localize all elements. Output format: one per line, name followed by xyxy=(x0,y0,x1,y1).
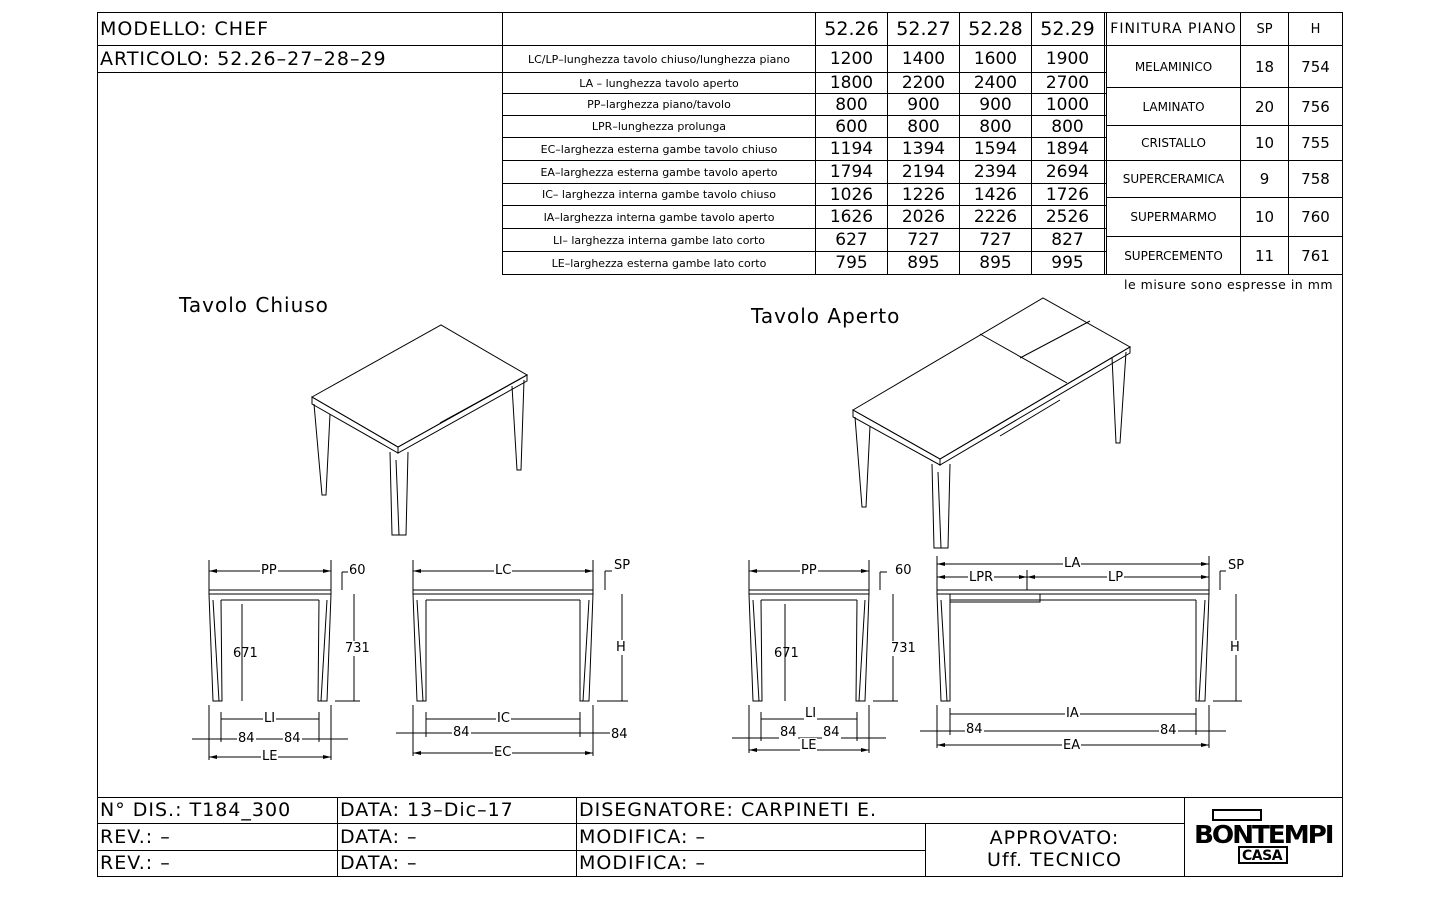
table-cell: 995 xyxy=(1051,253,1084,273)
open-side-view xyxy=(732,560,898,753)
dim-pp-open: PP xyxy=(801,563,817,578)
table-cell: 1894 xyxy=(1045,139,1090,159)
closed-table-isometric xyxy=(312,325,527,535)
table-cell: 795 xyxy=(835,253,868,273)
table-cell: 727 xyxy=(907,230,940,250)
dim-84a-openfront: 84 xyxy=(966,722,983,737)
table-cell: 1794 xyxy=(829,162,874,182)
articolo-label: ARTICOLO: 52.26–27–28–29 xyxy=(100,48,387,70)
model-column-header: 52.28 xyxy=(968,18,1023,40)
row-label: IC– larghezza interna gambe tavolo chiuso xyxy=(542,188,776,201)
bontempi-logo: BONTEMPI xyxy=(1194,820,1333,849)
dim-li-open: LI xyxy=(805,706,817,721)
dim-sp-open: SP xyxy=(1228,558,1245,573)
table-cell: 1900 xyxy=(1045,49,1090,69)
table-cell: 1726 xyxy=(1045,185,1090,205)
open-table-isometric xyxy=(853,298,1130,548)
closed-front-view xyxy=(396,558,631,756)
dim-h-open: H xyxy=(1230,640,1240,655)
dim-84b-openfront: 84 xyxy=(1160,723,1177,738)
dim-84a-closed: 84 xyxy=(238,731,255,746)
table-cell: 1026 xyxy=(829,185,874,205)
dim-pp-closed: PP xyxy=(261,563,277,578)
table-cell: 1226 xyxy=(901,185,946,205)
dim-84b-front: 84 xyxy=(611,727,628,742)
dim-li-closed: LI xyxy=(264,711,276,726)
drawing-number: N° DIS.: T184_300 xyxy=(100,799,292,821)
table-cell: 2694 xyxy=(1045,162,1090,182)
row-label: EA–larghezza esterna gambe tavolo aperto xyxy=(540,166,778,179)
finish-h: 761 xyxy=(1301,247,1330,265)
dim-671-closed: 671 xyxy=(233,646,258,661)
dim-60-closed: 60 xyxy=(349,563,366,578)
approved-by: Uff. TECNICO xyxy=(987,849,1122,871)
finish-name: CRISTALLO xyxy=(1141,136,1206,150)
finish-sp: 10 xyxy=(1254,134,1275,152)
revision-date-1: DATA: – xyxy=(340,826,418,848)
table-cell: 1800 xyxy=(829,73,874,93)
finish-h: 760 xyxy=(1301,208,1330,226)
table-cell: 1000 xyxy=(1045,95,1090,115)
table-cell: 1426 xyxy=(973,185,1018,205)
dim-60-open: 60 xyxy=(895,563,912,578)
closed-side-view xyxy=(192,560,360,760)
table-cell: 2700 xyxy=(1045,73,1090,93)
table-cell: 727 xyxy=(979,230,1012,250)
drafter: DISEGNATORE: CARPINETI E. xyxy=(579,799,878,821)
dim-671-open: 671 xyxy=(774,646,799,661)
finish-name: LAMINATO xyxy=(1142,100,1205,114)
dim-731-closed: 731 xyxy=(345,641,370,656)
approved-label: APPROVATO: xyxy=(989,827,1120,849)
finish-h: 754 xyxy=(1301,58,1330,76)
table-cell: 600 xyxy=(835,117,868,137)
dim-84a-front: 84 xyxy=(453,725,470,740)
model-column-header: 52.26 xyxy=(824,18,879,40)
dim-le-open: LE xyxy=(801,738,817,753)
dim-sp-closed: SP xyxy=(614,558,631,573)
table-cell: 2200 xyxy=(901,73,946,93)
revision-date-2: DATA: – xyxy=(340,852,418,874)
table-cell: 2526 xyxy=(1045,207,1090,227)
dim-84b-open: 84 xyxy=(823,725,840,740)
row-label: LA – lunghezza tavolo aperto xyxy=(579,77,739,90)
finish-name: SUPERMARMO xyxy=(1130,210,1217,224)
table-cell: 1394 xyxy=(901,139,946,159)
units-note: le misure sono espresse in mm xyxy=(1124,277,1334,292)
table-cell: 1594 xyxy=(973,139,1018,159)
finish-header: FINITURA PIANO xyxy=(1110,21,1237,37)
casa-logo: CASA xyxy=(1242,848,1283,864)
table-cell: 1600 xyxy=(973,49,1018,69)
table-cell: 900 xyxy=(979,95,1012,115)
dim-731-open: 731 xyxy=(891,641,916,656)
closed-view-title: Tavolo Chiuso xyxy=(179,293,329,317)
finish-sp: 9 xyxy=(1259,170,1270,188)
finish-h: 756 xyxy=(1301,98,1330,116)
row-label: IA–larghezza interna gambe tavolo aperto xyxy=(543,211,775,224)
table-cell: 800 xyxy=(835,95,868,115)
modification-2: MODIFICA: – xyxy=(579,852,706,874)
revision-2: REV.: – xyxy=(100,852,171,874)
dim-ia: IA xyxy=(1066,706,1079,721)
table-cell: 2400 xyxy=(973,73,1018,93)
row-label: LPR–lunghezza prolunga xyxy=(591,120,727,133)
model-column-header: 52.29 xyxy=(1040,18,1095,40)
finish-sp: 11 xyxy=(1254,247,1275,265)
finish-sp: 18 xyxy=(1254,58,1275,76)
row-label: LC/LP–lunghezza tavolo chiuso/lunghezza piano xyxy=(527,53,791,66)
row-label: LE–larghezza esterna gambe lato corto xyxy=(551,257,767,270)
table-cell: 827 xyxy=(1051,230,1084,250)
dim-le-closed: LE xyxy=(262,749,278,764)
dim-ic: IC xyxy=(497,711,510,726)
model-column-header: 52.27 xyxy=(896,18,951,40)
finish-h: 755 xyxy=(1301,134,1330,152)
finish-name: SUPERCEMENTO xyxy=(1124,249,1223,263)
sp-header: SP xyxy=(1256,22,1273,37)
dim-h-closed: H xyxy=(616,640,626,655)
table-cell: 1194 xyxy=(829,139,874,159)
table-cell: 1200 xyxy=(829,49,874,69)
table-cell: 800 xyxy=(1051,117,1084,137)
table-cell: 2194 xyxy=(901,162,946,182)
table-cell: 800 xyxy=(907,117,940,137)
table-cell: 1400 xyxy=(901,49,946,69)
table-cell: 895 xyxy=(979,253,1012,273)
table-cell: 2226 xyxy=(973,207,1018,227)
dim-lp: LP xyxy=(1108,570,1124,585)
dim-ea: EA xyxy=(1063,738,1081,753)
dim-ec: EC xyxy=(494,745,512,760)
dim-la: LA xyxy=(1064,556,1081,571)
row-label: EC–larghezza esterna gambe tavolo chiuso xyxy=(540,143,778,156)
row-label: LI– larghezza interna gambe lato corto xyxy=(552,234,765,247)
finish-sp: 10 xyxy=(1254,208,1275,226)
dim-lc: LC xyxy=(495,563,512,578)
table-cell: 2026 xyxy=(901,207,946,227)
dim-84b-closed: 84 xyxy=(284,731,301,746)
table-cell: 1626 xyxy=(829,207,874,227)
table-cell: 900 xyxy=(907,95,940,115)
finish-h: 758 xyxy=(1301,170,1330,188)
dim-84a-open: 84 xyxy=(780,725,797,740)
drawing-date: DATA: 13–Dic–17 xyxy=(340,799,514,821)
table-cell: 2394 xyxy=(973,162,1018,182)
revision-1: REV.: – xyxy=(100,826,171,848)
finish-name: SUPERCERAMICA xyxy=(1122,172,1225,186)
table-cell: 627 xyxy=(835,230,868,250)
modello-label: MODELLO: CHEF xyxy=(100,18,270,40)
dim-lpr: LPR xyxy=(969,570,994,585)
h-header: H xyxy=(1310,22,1321,37)
modification-1: MODIFICA: – xyxy=(579,826,706,848)
finish-sp: 20 xyxy=(1254,98,1275,116)
table-cell: 895 xyxy=(907,253,940,273)
table-cell: 800 xyxy=(979,117,1012,137)
finish-name: MELAMINICO xyxy=(1134,60,1213,74)
open-view-title: Tavolo Aperto xyxy=(751,304,901,328)
row-label: PP–larghezza piano/tavolo xyxy=(587,98,731,111)
